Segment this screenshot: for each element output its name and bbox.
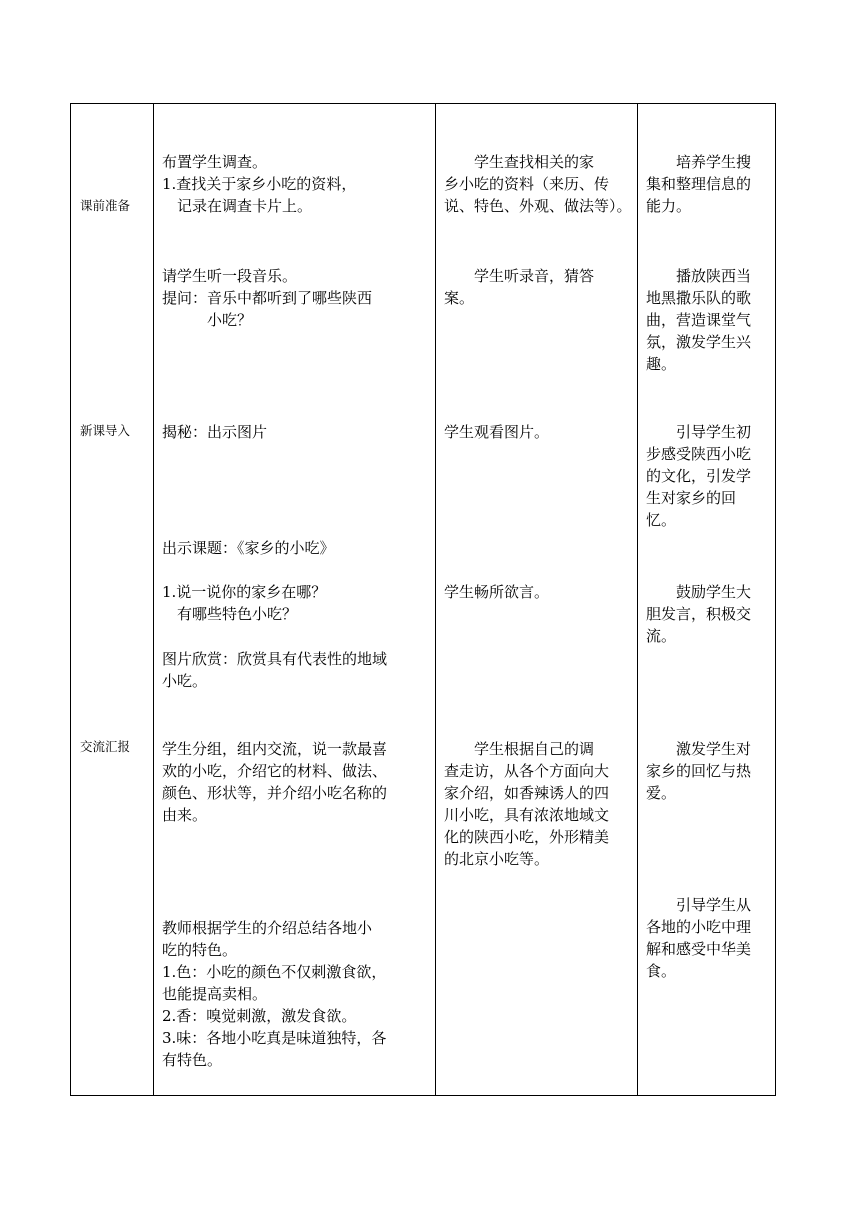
text-line: 1.说一说你的家乡在哪？ [162, 583, 327, 601]
text-line: 流。 [646, 627, 677, 645]
text-line: 曲，营造课堂气 [646, 311, 752, 329]
student-activity-block [444, 581, 636, 603]
text-line: 由来。 [162, 806, 208, 824]
teacher-activity-block [162, 738, 426, 826]
text-line: 的文化，引发学 [646, 467, 752, 485]
section-label-intro: 新课导入 [80, 423, 131, 438]
student-activity-block [444, 738, 636, 870]
student-activity-block [444, 265, 636, 309]
design-intent-block [646, 894, 772, 982]
text-line: 生对家乡的回 [646, 489, 737, 507]
text-line: 图片欣赏：欣赏具有代表性的地域 [162, 650, 388, 668]
text-line: 忆。 [646, 511, 677, 529]
text-line: 播放陕西当 [646, 267, 752, 285]
text-line: 查走访，从各个方面向大 [444, 762, 610, 780]
text-line: 激发学生对 [646, 740, 752, 758]
text-line: 学生观看图片。 [444, 423, 550, 441]
design-intent-block [646, 421, 772, 531]
text-line: 小吃。 [162, 672, 208, 690]
student-activity-block [444, 421, 636, 443]
section-label-prep: 课前准备 [80, 198, 131, 213]
design-intent-block [646, 265, 772, 375]
text-line: 培养学生搜 [646, 153, 752, 171]
text-line: 化的陕西小吃，外形精美 [444, 828, 610, 846]
text-line: 各地的小吃中理 [646, 918, 752, 936]
teacher-activity-block [162, 581, 426, 625]
text-line: 记录在调查卡片上。 [162, 197, 313, 215]
text-line: 1.查找关于家乡小吃的资料， [162, 175, 357, 193]
teacher-activity-block [162, 265, 426, 331]
text-line: 爱。 [646, 784, 677, 802]
text-line: 学生分组，组内交流，说一款最喜 [162, 740, 388, 758]
text-line: 教师根据学生的介绍总结各地小 [162, 919, 373, 937]
text-line: 有哪些特色小吃？ [162, 605, 298, 623]
text-line: 解和感受中华美 [646, 940, 752, 958]
text-line: 家乡的回忆与热 [646, 762, 752, 780]
text-line: 趣。 [646, 355, 677, 373]
text-line: 出示课题：《家乡的小吃》 [162, 539, 335, 557]
column-divider [153, 104, 154, 1095]
design-intent-block [646, 738, 772, 804]
text-line: 乡小吃的资料（来历、传 [444, 175, 610, 193]
text-line: 学生听录音，猜答 [444, 267, 595, 285]
text-line: 揭秘：出示图片 [162, 423, 268, 441]
lesson-plan-table [70, 103, 776, 1096]
text-line: 鼓励学生大 [646, 583, 752, 601]
text-line: 步感受陕西小吃 [646, 445, 752, 463]
teacher-activity-block [162, 537, 426, 559]
student-activity-block [444, 151, 636, 217]
text-line: 胆发言，积极交 [646, 605, 752, 623]
text-line: 也能提高卖相。 [162, 985, 268, 1003]
text-line: 引导学生初 [646, 423, 752, 441]
teacher-activity-block [162, 917, 426, 1071]
text-line: 地黑撒乐队的歌 [646, 289, 752, 307]
text-line: 案。 [444, 289, 475, 307]
section-label-exchange: 交流汇报 [80, 739, 131, 754]
text-line: 集和整理信息的 [646, 175, 752, 193]
text-line: 说、特色、外观、做法等）。 [444, 197, 632, 215]
text-line: 提问：音乐中都听到了哪些陕西 [162, 289, 373, 307]
text-line: 小吃？ [162, 311, 253, 329]
text-line: 学生根据自己的调 [444, 740, 595, 758]
teacher-activity-block [162, 151, 426, 217]
text-line: 布置学生调查。 [162, 153, 268, 171]
text-line: 请学生听一段音乐。 [162, 267, 298, 285]
text-line: 2.香：嗅觉刺激，激发食欲。 [162, 1007, 357, 1025]
text-line: 家介绍，如香辣诱人的四 [444, 784, 610, 802]
text-line: 食。 [646, 962, 677, 980]
text-line: 的北京小吃等。 [444, 850, 550, 868]
text-line: 川小吃，具有浓浓地域文 [444, 806, 610, 824]
teacher-activity-block [162, 648, 426, 692]
design-intent-block [646, 151, 772, 217]
text-line: 3.味：各地小吃真是味道独特，各 [162, 1029, 387, 1047]
text-line: 有特色。 [162, 1051, 223, 1069]
column-divider [637, 104, 638, 1095]
text-line: 学生查找相关的家 [444, 153, 595, 171]
text-line: 欢的小吃，介绍它的材料、做法、 [162, 762, 388, 780]
teacher-activity-block [162, 421, 426, 443]
text-line: 氛，激发学生兴 [646, 333, 752, 351]
design-intent-block [646, 581, 772, 647]
text-line: 1.色：小吃的颜色不仅刺激食欲， [162, 963, 387, 981]
text-line: 吃的特色。 [162, 941, 238, 959]
text-line: 能力。 [646, 197, 692, 215]
text-line: 学生畅所欲言。 [444, 583, 550, 601]
text-line: 引导学生从 [646, 896, 752, 914]
column-divider [435, 104, 436, 1095]
text-line: 颜色、形状等，并介绍小吃名称的 [162, 784, 388, 802]
